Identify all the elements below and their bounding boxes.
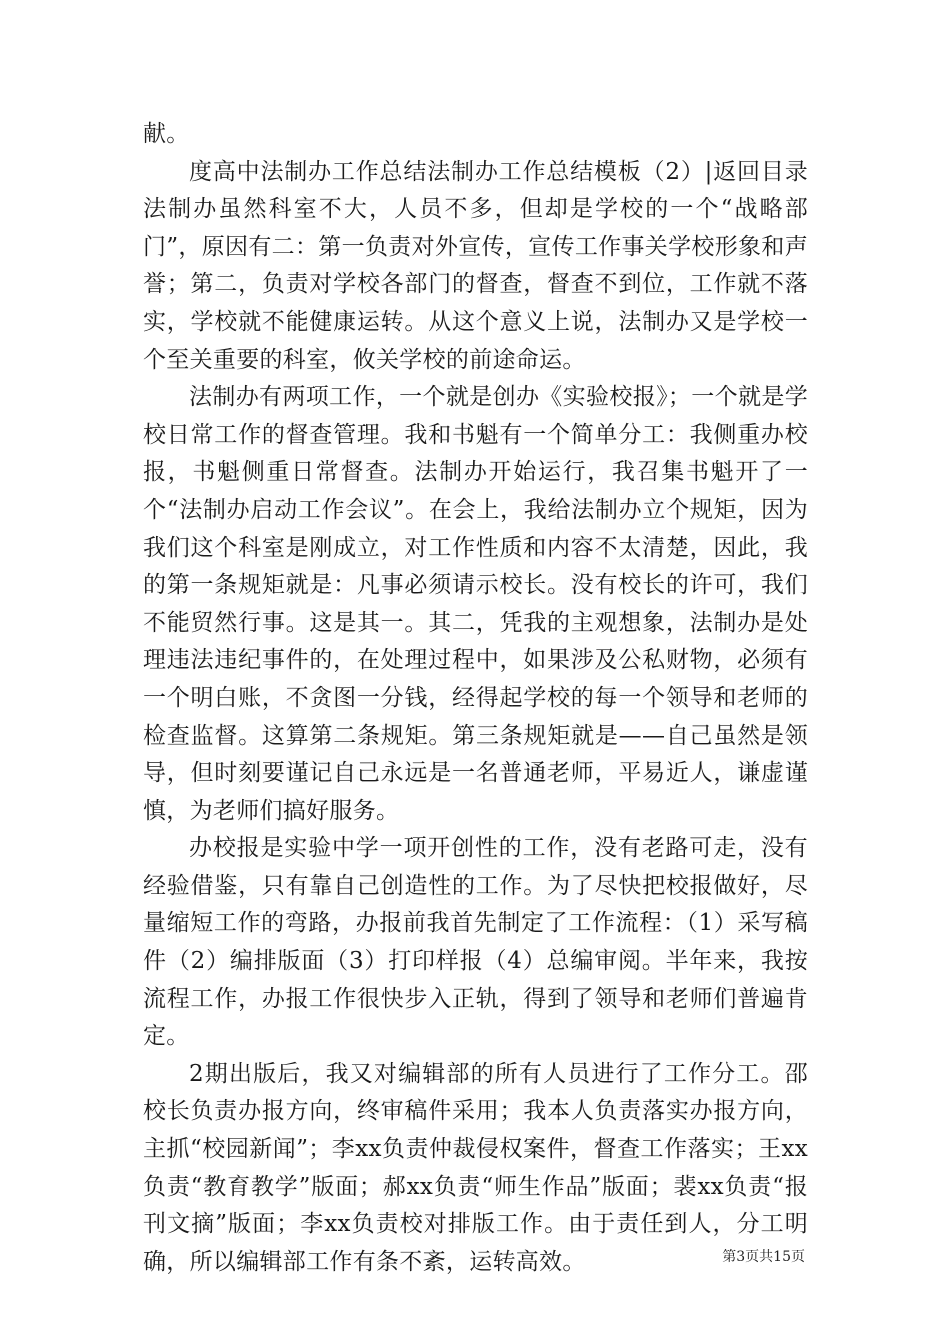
paragraph-1: 献。 [143, 121, 190, 147]
paragraph-2: 度高中法制办工作总结法制办工作总结模板（2）|返回目录法制办虽然科室不大，人员不多，但却是学校的一个“战略部门”，原因有二：第一负责对外宣传，宣传工作事关学校形象和声誉；第二，负责对学校各部门的督查，督查不到位，工作就不落实，学校就不能健康运转。从这个意义上说，法制办又是学校一个至关重要的科室，攸关学校的前途命运。 [143, 158, 808, 373]
paragraph-5: 2期出版后，我又对编辑部的所有人员进行了工作分工。邵校长负责办报方向，终审稿件采用；我本人负责落实办报方向，主抓“校园新闻”；李xx负责仲裁侵权案件，督查工作落实；王xx负责“教育教学”版面；郝xx负责“师生作品”版面；裴xx负责“报刊文摘”版面；李xx负责校对排版工作。由于责任到人，分工明确，所以编辑部工作有条不紊，运转高效。 [143, 1060, 808, 1275]
page-number: 第3页共15页 [722, 1249, 805, 1265]
paragraph-4: 办校报是实验中学一项开创性的工作，没有老路可走，没有经验借鉴，只有靠自己创造性的工作。为了尽快把校报做好，尽量缩短工作的弯路，办报前我首先制定了工作流程：（1）采写稿件（2）编排版面（3）打印样报（4）总编审阅。半年来，我按流程工作，办报工作很快步入正轨，得到了领导和老师们普遍肯定。 [143, 835, 808, 1050]
document-body [143, 116, 808, 1281]
paragraph-3: 法制办有两项工作，一个就是创办《实验校报》；一个就是学校日常工作的督查管理。我和书魁有一个简单分工：我侧重办校报，书魁侧重日常督查。法制办开始运行，我召集书魁开了一个“法制办启动工作会议”。在会上，我给法制办立个规矩，因为我们这个科室是刚成立，对工作性质和内容不太清楚，因此，我的第一条规矩就是：凡事必须请示校长。没有校长的许可，我们不能贸然行事。这是其一。其二，凭我的主观想象，法制办是处理违法违纪事件的，在处理过程中，如果涉及公私财物，必须有一个明白账，不贪图一分钱，经得起学校的每一个领导和老师的检查监督。这算第二条规矩。第三条规矩就是——自己虽然是领导，但时刻要谨记自己永远是一名普通老师，平易近人，谦虚谨慎，为老师们搞好服务。 [143, 384, 808, 824]
